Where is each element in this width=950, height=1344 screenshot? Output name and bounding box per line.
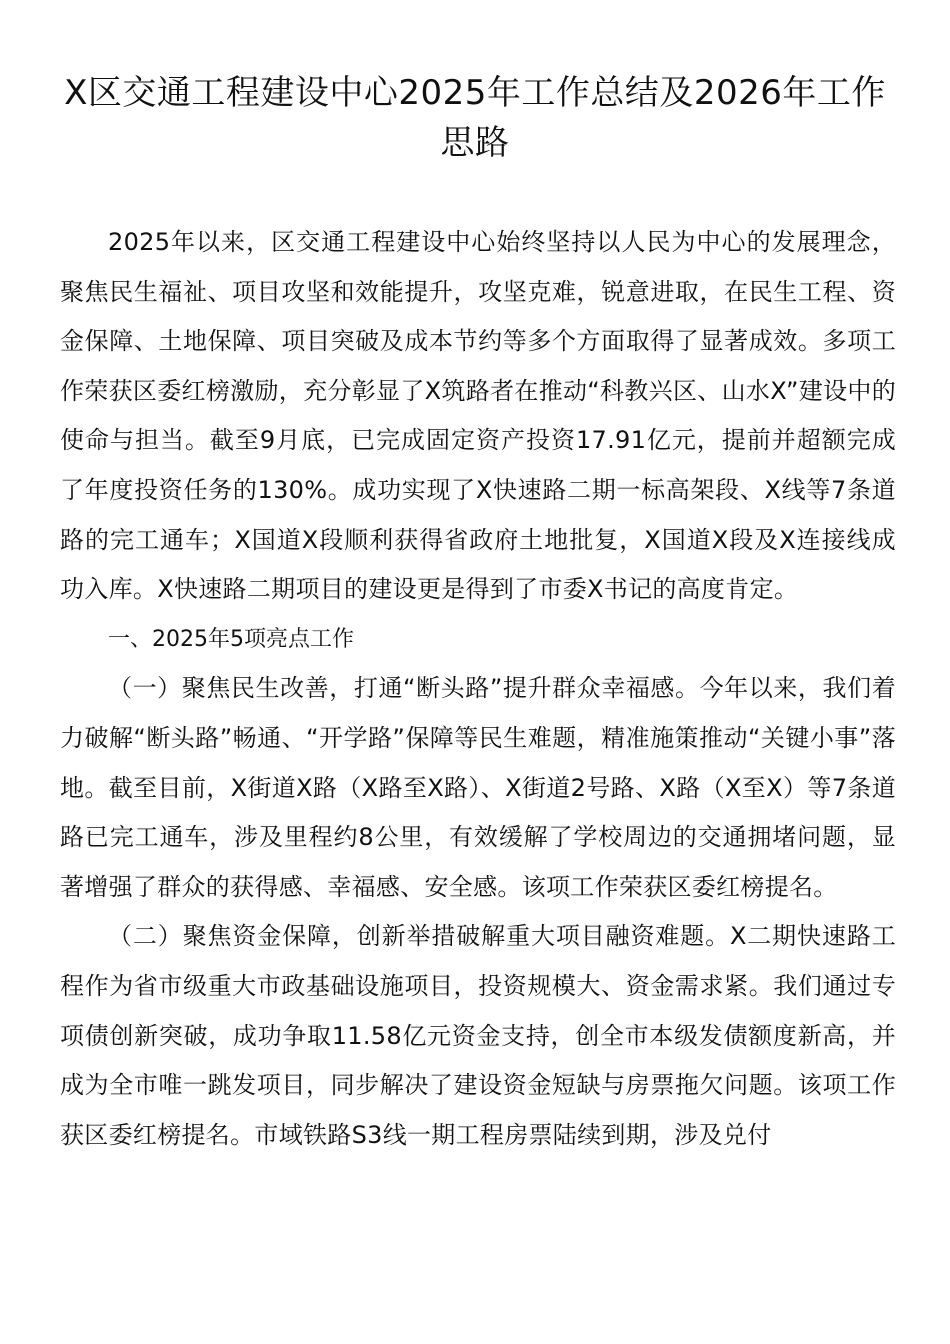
section-heading: 一、2025年5项亮点工作 [108,626,354,652]
intro-paragraph: 2025年以来，区交通工程建设中心始终坚持以人民为中心的发展理念，聚焦民生福祉、项目攻坚和效能提升，攻坚克难，锐意进取，在民生工程、资金保障、土地保障、项目突破及成本节约等多个方面取得了显著成效。多项工作荣获区委红榜激励，充分彰显了X筑路者在推动“科教兴区、山水X”建设中的使命与担当。截至9月底，已完成固定资产投资17.91亿元，提前并超额完成了年度投资任务的130%。成功实现了X快速路二期一标高架段、X线等7条道路的完工通车；X国道X段顺利获得省政府土地批复，X国道X段及X连接线成功入库。X快速路二期项目的建设更是得到了市委X书记的高度肯定。 [60,228,896,604]
document-body [60,218,896,1160]
highlight-paragraph-1: （一）聚焦民生改善，打通“断头路”提升群众幸福感。今年以来，我们着力破解“断头路”畅通、“开学路”保障等民生难题，精准施策推动“关键小事”落地。截至目前，X街道X路（X路至X路）、X街道2号路、X路（X至X）等7条道路已完工通车，涉及里程约8公里，有效缓解了学校周边的交通拥堵问题，显著增强了群众的获得感、幸福感、安全感。该项工作荣获区委红榜提名。 [60,674,896,901]
highlight-paragraph-2: （二）聚焦资金保障，创新举措破解重大项目融资难题。X二期快速路工程作为省市级重大市政基础设施项目，投资规模大、资金需求紧。我们通过专项债创新突破，成功争取11.58亿元资金支持，创全市本级发债额度新高，并成为全市唯一跳发项目，同步解决了建设资金短缺与房票拖欠问题。该项工作获区委红榜提名。市域铁路S3线一期工程房票陆续到期，涉及兑付 [60,922,896,1149]
document-title: X区交通工程建设中心2025年工作总结及2026年工作思路 [64,73,886,163]
